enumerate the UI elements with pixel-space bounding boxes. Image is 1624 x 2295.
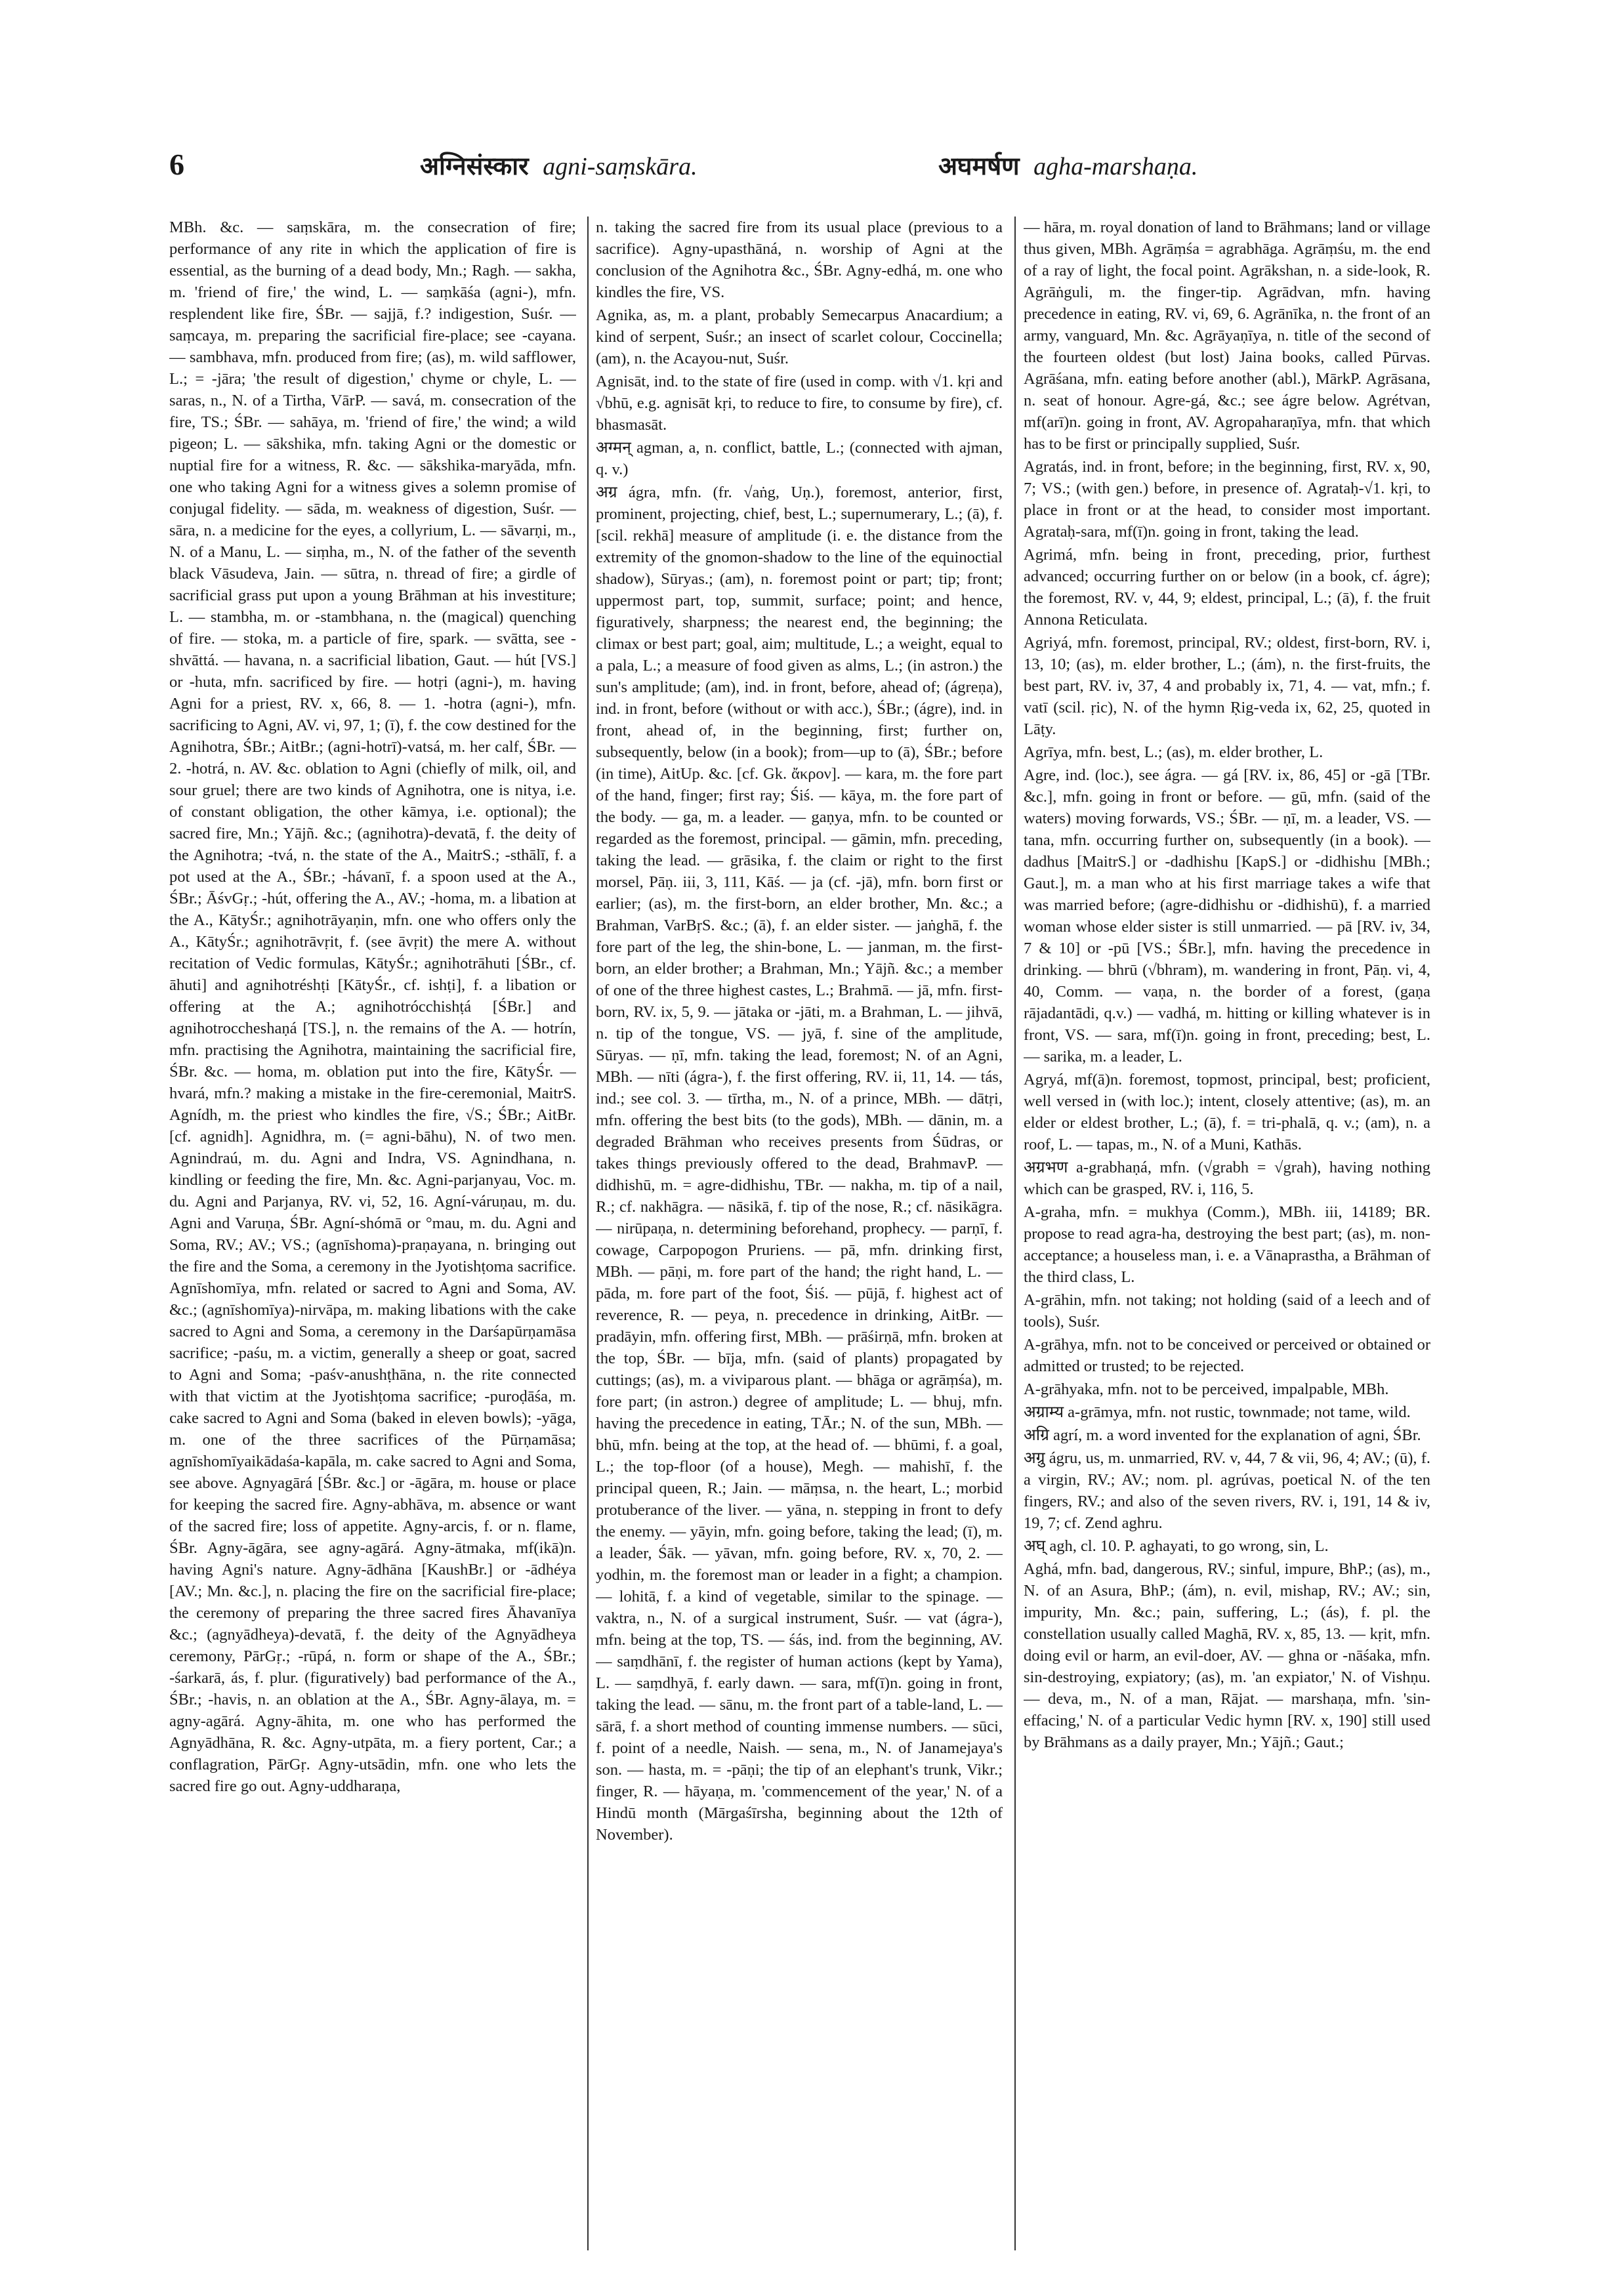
dictionary-entry: Agriyá, mfn. foremost, principal, RV.; oldest, first-born, RV. i, 13, 10; (as), m. elder brother, L.; (ám), n. the first-fruits, the best part, RV. iv, 37, 4 and probably ix, 71, 4. — vat, mfn.; f. vatī (scil. ṛic), N. of the hymn Ṛig-veda ix, 62, 25, quoted in Lāṭy. bbox=[1024, 634, 1430, 738]
left-guide-devanagari: अग्निसंस्कार bbox=[420, 152, 529, 180]
dictionary-entry: A-grāhin, mfn. not taking; not holding (said of a leech and of tools), Suśr. bbox=[1024, 1291, 1430, 1331]
dictionary-entry: A-grāhya, mfn. not to be conceived or perceived or obtained or admitted or trusted; to be rejected. bbox=[1024, 1336, 1430, 1375]
left-guide-word bbox=[420, 148, 697, 182]
right-guide-transliteration: agha-marshaṇa. bbox=[1033, 153, 1198, 180]
dictionary-entry: अग्रभण a-grabhaṇá, mfn. (√grabh = √grah), having nothing which can be grasped, RV. i, 116, 5. bbox=[1024, 1159, 1430, 1198]
dictionary-entry: अग्मन् agman, a, n. conflict, battle, L.; (connected with ajman, q. v.) bbox=[596, 439, 1003, 478]
dictionary-entry: MBh. &c. — saṃskāra, m. the consecration of fire; performance of any rite in which the application of fire is essential, as the burning of a dead body, Mn.; Ragh. — sakha, m. 'friend of fire,' the wind, L. — saṃkāśa (agni-), mfn. resplendent like fire, ŚBr. — sajjā, f.? indigestion, Suśr. — saṃcaya, m. preparing the sacrificial fire-place; see -cayana. — sambhava, mfn. produced from fire; (as), m. wild safflower, L.; = -jāra; 'the result of digestion,' chyme or chyle, L. — saras, n., N. of a Tirtha, VārP. — savá, m. consecration of the fire, TS.; ŚBr. — sahāya, m. 'friend of fire,' the wind; a wild pigeon; L. — sākshika, mfn. taking Agni or the domestic or nuptial fire for a witness, R. &c. — sākshika-maryāda, mfn. one who taking Agni for a witness gives a solemn promise of conjugal fidelity. — sāda, m. weakness of digestion, Suśr. — sāra, n. a medicine for the eyes, a collyrium, L. — sāvarṇi, m., N. of a Manu, L. — siṃha, m., N. of the father of the seventh black Vāsudeva, Jain. — sūtra, n. thread of fire; a girdle of sacrificial grass put upon a young Brāhman at his investiture; L. — stambha, m. or -stambhana, n. the (magical) quenching of fire. — stoka, m. a particle of fire, spark. — svātta, see -shvāttá. — havana, n. a sacrificial libation, Gaut. — hút [VS.] or -huta, mfn. sacrificed by fire. — hotṛi (agni-), m. having Agni for a priest, RV. x, 66, 8. — 1. -hotra (agni-), mfn. sacrificing to Agni, AV. vi, 97, 1; (ī), f. the cow destined for the Agnihotra, ŚBr.; AitBr.; (agni-hotrī)-vatsá, m. her calf, ŚBr. — 2. -hotrá, n. AV. &c. oblation to Agni (chiefly of milk, oil, and sour gruel; there are two kinds of Agnihotra, one is nitya, i.e. of constant obligation, the other kāmya, i.e. optional); the sacred fire, Mn.; Yājñ. &c.; (agnihotra)-devatā, f. the deity of the Agnihotra; -tvá, n. the state of the A., MaitrS.; -sthālī, f. a pot used at the A., ŚBr.; -hávanī, f. a spoon used at the A., ŚBr.; ĀśvGṛ.; -hút, offering the A., AV.; -homa, m. a libation at the A., KātyŚr.; agnihotrāyaṇin, mfn. one who offers only the A., KātyŚr.; agnihotrāvṛit, f. (see āvṛit) the mere A. without recitation of Vedic formulas, KātyŚr.; agnihotrāhuti [ŚBr., cf. āhuti] and agnihotréshṭi [KātyŚr., cf. ishṭi], f. a libation or offering at the A.; agnihotrócchishṭá [ŚBr.] and agnihotroccheshaṇá [TS.], n. the remains of the A. — hotrín, mfn. practising the Agnihotra, maintaining the sacrificial fire, ŚBr. &c. — homa, m. oblation put into the fire, KātyŚr. — hvará, mfn.? making a mistake in the fire-ceremonial, MaitrS. Agnídh, m. the priest who kindles the fire, √S.; ŚBr.; AitBr. [cf. agnidh]. Agnidhra, m. (= agni-bāhu), N. of two men. Agnindraú, m. du. Agni and Indra, VS. Agnindhana, n. kindling or feeding the fire, Mn. &c. Agni-parjanyau, Voc. m. du. Agni and Parjanya, RV. vi, 52, 16. Agní-váruṇau, m. du. Agni and Varuṇa, ŚBr. Agní-shómā or °mau, m. du. Agni and Soma, RV.; AV.; VS.; (agnīshoma)-praṇayana, n. bringing out the fire and the Soma, a ceremony in the Jyotishṭoma sacrifice. Agnīshomīya, mfn. related or sacred to Agni and Soma, AV. &c.; (agnīshomīya)-nirvāpa, m. making libations with the cake sacred to Agni and Soma, a ceremony in the Darśapūrṇamāsa sacrifice; -paśu, m. a victim, generally a sheep or goat, sacred to Agni and Soma; -paśv-anushṭhāna, n. the rite connected with that victim at the Jyotishṭoma sacrifice; -puroḍāśa, m. cake sacred to Agni and Soma (baked in eleven bowls); -yāga, m. one of the three sacrifices of the Pūrṇamāsa; agnīshomīyaikādaśa-kapāla, m. cake sacred to Agni and Soma, see above. Agnyagārá [ŚBr. &c.] or -āgāra, m. house or place for keeping the sacred fire. Agny-abhāva, m. absence or want of the sacred fire; loss of appetite. Agny-arcis, f. or n. flame, ŚBr. Agny-āgāra, see agny-agārá. Agny-ātmaka, mf(ikā)n. having Agni's nature. Agny-ādhāna [KaushBr.] or -ādhéya [AV.; Mn. &c.], n. placing the fire on the sacrificial fire-place; the ceremony of preparing the three sacred fires Āhavanīya &c.; (agnyādheya)-devatā, f. the deity of the Agnyādheya ceremony, PārGṛ.; -rūpá, n. form or shape of the A., ŚBr.; -śarkarā, ás, f. plur. (figuratively) bad performance of the A., ŚBr.; -havis, n. an oblation at the A., ŚBr. Agny-ālaya, m. = agny-agārá. Agny-āhita, m. one who has performed the Agnyādhāna, R. &c. Agny-utpāta, m. a fiery portent, Car.; a conflagration, PārGṛ. Agny-utsādin, mfn. one who lets the sacred fire go out. Agny-uddharaṇa, bbox=[169, 218, 576, 1795]
page-number: 6 bbox=[169, 148, 184, 181]
dictionary-entry: Aghá, mfn. bad, dangerous, RV.; sinful, impure, BhP.; (as), m., N. of an Asura, BhP.; (ám), n. evil, mishap, RV.; AV.; sin, impurity, Mn. &c.; pain, suffering, L.; (ás), f. pl. the constellation usually called Maghā, RV. x, 85, 13. — kṛit, mfn. doing evil or harm, an evil-doer, AV. — ghna or -nāśaka, mfn. sin-destroying, expiatory; (as), m. 'an expiator,' N. of Vishṇu. — deva, m., N. of a man, Rājat. — marshaṇa, mfn. 'sin-effacing,' N. of a particular Vedic hymn [RV. x, 190] still used by Brāhmans as a daily prayer, Mn.; Yājñ.; Gaut.; bbox=[1024, 1560, 1430, 1751]
dictionary-entry: Agratás, ind. in front, before; in the beginning, first, RV. x, 90, 7; VS.; (with gen.) before, in presence of. Agrataḥ-√1. kṛi, to place in front or at the head, to consider most important. Agrataḥ-sara, mf(ī)n. going in front, taking the lead. bbox=[1024, 458, 1430, 541]
column-1 bbox=[169, 217, 576, 2257]
dictionary-entry: Agnika, as, m. a plant, probably Semecarpus Anacardium; a kind of serpent, Suśr.; an insect of scarlet colour, Coccinella; (am), n. the Acayou-nut, Suśr. bbox=[596, 306, 1003, 367]
left-guide-transliteration: agni-saṃskāra. bbox=[543, 153, 697, 180]
dictionary-entry: अग्रि agrí, m. a word invented for the explanation of agni, ŚBr. bbox=[1024, 1426, 1421, 1444]
column-3 bbox=[1024, 217, 1430, 2257]
dictionary-entry: A-graha, mfn. = mukhya (Comm.), MBh. iii, 14189; BR. propose to read agra-ha, destroying the best part; (as), m. non-acceptance; a houseless man, i. e. a Vānaprastha, a Brāhman of the third class, L. bbox=[1024, 1203, 1430, 1286]
dictionary-entry: A-grāhyaka, mfn. not to be perceived, impalpable, MBh. bbox=[1024, 1380, 1389, 1398]
dictionary-entry: अग्र ágra, mfn. (fr. √aṅg, Uṇ.), foremost, anterior, first, prominent, projecting, chief, best, L.; supernumerary, L.; (ā), f. [scil. rekhā] measure of amplitude (i. e. the distance from the extremity of the gnomon-shadow to the line of the equinoctial shadow), Sūryas.; (am), n. foremost point or part; tip; front; uppermost part, top, summit, surface; point; and hence, figuratively, sharpness; the nearest end, the beginning; the climax or best part; goal, aim; multitude, L.; a weight, equal to a pala, L.; a measure of food given as alms, L.; (in astron.) the sun's amplitude; (am), ind. in front, before, ahead of; (ágreṇa), ind. in front, before (without or with acc.), ŚBr.; (ágre), ind. in front, ahead of, in the beginning, first; further on, subsequently, below (in a book); from—up to (ā), ŚBr.; before (in time), AitUp. &c. [cf. Gk. ἄκρον]. — kara, m. the fore part of the hand, finger; first ray; Śiś. — kāya, m. the fore part of the body. — ga, m. a leader. — gaṇya, mfn. to be counted or regarded as the foremost, principal. — gāmin, mfn. preceding, taking the lead. — grāsika, f. the claim or right to the first morsel, Pāṇ. iii, 3, 111, Kāś. — ja (cf. -jā), mfn. born first or earlier; (as), m. the first-born, an elder brother, Mn. &c.; a Brahman, VarBṛS. &c.; (ā), f. an elder sister. — jaṅghā, f. the fore part of the leg, the shin-bone, L. — janman, m. the first-born, an elder brother; a Brahman, Mn.; Yājñ. &c.; a member of one of the three highest castes, L.; Brahmā. — jā, mfn. first-born, RV. ix, 5, 9. — jātaka or -jāti, m. a Brahman, L. — jihvā, n. tip of the tongue, VS. — jyā, f. sine of the amplitude, Sūryas. — ṇī, mfn. taking the lead, foremost; N. of an Agni, MBh. — nīti (ágra-), f. the first offering, RV. ii, 11, 14. — tás, ind.; see col. 3. — tīrtha, m., N. of a prince, MBh. — dātṛi, mfn. offering the best bits (to the gods), MBh. — dānin, m. a degraded Brāhman who receives presents from Śūdras, or takes things previously offered to the dead, BrahmavP. — didhishū, m. = agre-didhishu, TBr. — nakha, m. tip of a nail, R.; cf. nakhāgra. — nāsikā, f. tip of the nose, R.; cf. nāsikāgra. — nirūpaṇa, n. determining beforehand, prophecy. — parṇī, f. cowage, Carpopogon Pruriens. — pā, mfn. drinking first, MBh. — pāṇi, m. fore part of the hand; the right hand, L. — pāda, m. fore part of the foot, Śiś. — pūjā, f. highest act of reverence, R. — peya, n. precedence in drinking, AitBr. — pradāyin, mfn. offering first, MBh. — prāśirṇā, mfn. broken at the top, ŚBr. — bīja, mfn. (said of plants) propagated by cuttings; (as), m. a viviparous plant. — bhāga or agrāṃśa), m. fore part; (in astron.) degree of amplitude; L. — bhuj, mfn. having the precedence in eating, TĀr.; N. of the sun, MBh. — bhū, mfn. being at the top, at the head of. — bhūmi, f. a goal, L.; the top-floor (of a house), Megh. — mahishī, f. the principal queen, R.; Jain. — māṃsa, n. the heart, L.; morbid protuberance of the liver. — yāna, n. stepping in front to defy the enemy. — yāyin, mfn. going before, taking the lead; (ī), m. a leader, Śāk. — yāvan, mfn. going before, RV. x, 70, 2. — yodhin, m. the foremost man or leader in a fight; a champion. — lohitā, f. a kind of vegetable, similar to the spinage. — vaktra, n., N. of a surgical instrument, Suśr. — vat (ágra-), mfn. being at the top, TS. — śás, ind. from the beginning, AV. — saṃdhānī, f. the register of human actions (kept by Yama), L. — saṃdhyā, f. early dawn. — sara, mf(ī)n. going in front, taking the lead. — sānu, m. the front part of a table-land, L. — sārā, f. a short method of counting immense numbers. — sūci, f. point of a needle, Naish. — sena, m., N. of Janamejaya's son. — hasta, m. = -pāṇi; the tip of an elephant's trunk, Vikr.; finger, R. — hāyaṇa, m. 'commencement of the year,' N. of a Hindū month (Mārgaśīrsha, beginning about the 12th of November). bbox=[596, 484, 1003, 1844]
dictionary-entry: Agnisāt, ind. to the state of fire (used in comp. with √1. kṛi and √bhū, e.g. agnisāt kṛi, to reduce to fire, to consume by fire), cf. bhasmasāt. bbox=[596, 373, 1003, 434]
column-2 bbox=[596, 217, 1003, 2257]
dictionary-entry: Agrīya, mfn. best, L.; (as), m. elder brother, L. bbox=[1024, 743, 1323, 761]
running-header bbox=[157, 143, 1467, 196]
right-guide-word bbox=[938, 148, 1197, 182]
dictionary-entry: अग्रु ágru, us, m. unmarried, RV. v, 44, 7 & vii, 96, 4; AV.; (ū), f. a virgin, RV.; AV.; nom. pl. agrúvas, poetical N. of the ten fingers, RV.; and also of the seven rivers, RV. i, 191, 14 & iv, 19, 7; cf. Zend aghru. bbox=[1024, 1449, 1430, 1532]
dictionary-entry: Agryá, mf(ā)n. foremost, topmost, principal, best; proficient, well versed in (with loc.); intent, closely attentive; (as), m. an elder or eldest brother, L.; (ā), f. = tri-phalā, q. v.; (am), n. a roof, L. — tapas, m., N. of a Muni, Kathās. bbox=[1024, 1071, 1430, 1153]
dictionary-entry: Agrimá, mfn. being in front, preceding, prior, furthest advanced; occurring further on or below (in a book, cf. ágre); the foremost, RV. v, 44, 9; eldest, principal, L.; (ā), f. the fruit Annona Reticulata. bbox=[1024, 546, 1430, 629]
dictionary-entry: — hāra, m. royal donation of land to Brāhmans; land or village thus given, MBh. Agrāṃśa = agrabhāga. Agrāṃśu, m. the end of a ray of light, the focal point. Agrākshan, n. a side-look, R. Agrāṅguli, m. the finger-tip. Agrādvan, mfn. having precedence in eating, RV. vi, 69, 6. Agrānīka, n. the front of an army, vanguard, Mn. &c. Agrāyaṇīya, n. title of the second of the fourteen oldest (but lost) Jaina books, called Pūrvas. Agrāśana, mfn. eating before another (abl.), MārkP. Agrāsana, n. seat of honour. Agre-gá, &c.; see ágre below. Agrétvan, mf(arī)n. going in front, AV. Agropaharaṇīya, mfn. that which has to be first or principally supplied, Suśr. bbox=[1024, 218, 1430, 453]
dictionary-entry: अघ् agh, cl. 10. P. aghayati, to go wrong, sin, L. bbox=[1024, 1537, 1329, 1555]
dictionary-entry: अग्राम्य a-grāmya, mfn. not rustic, townmade; not tame, wild. bbox=[1024, 1403, 1411, 1421]
dictionary-entry: n. taking the sacred fire from its usual place (previous to a sacrifice). Agny-upasthāná, n. worship of Agni at the conclusion of the Agnihotra &c., ŚBr. Agny-edhá, m. one who kindles the fire, VS. bbox=[596, 218, 1003, 301]
right-guide-devanagari: अघमर्षण bbox=[938, 152, 1020, 180]
dictionary-columns bbox=[169, 217, 1462, 2257]
dictionary-entry: Agre, ind. (loc.), see ágra. — gá [RV. ix, 86, 45] or -gā [TBr. &c.], mfn. going in front or before. — gū, mfn. (said of the waters) moving forwards, VS.; ŚBr. — ṇī, m. a leader, VS. — tana, mfn. occurring further on, subsequently (in a book). — dadhus [MaitrS.] or -dadhishu [KapS.] or -didhishu [MBh.; Gaut.], m. a man who at his first marriage takes a wife that was married before; (agre-didhishu or -didhishū), f. a married woman whose elder sister is still unmarried. — pā [RV. iv, 34, 7 & 10] or -pū [VS.; ŚBr.], mfn. having the precedence in drinking. — bhrū (√bhram), m. wandering in front, Pāṇ. vi, 4, 40, Comm. — vaṇa, n. the border of a forest, (gaṇa rājadantādi, q.v.) — vadhá, m. hitting or killing whatever is in front, VS. — sara, mf(ī)n. going in front, preceding; best, L. — sarika, m. a leader, L. bbox=[1024, 766, 1430, 1065]
